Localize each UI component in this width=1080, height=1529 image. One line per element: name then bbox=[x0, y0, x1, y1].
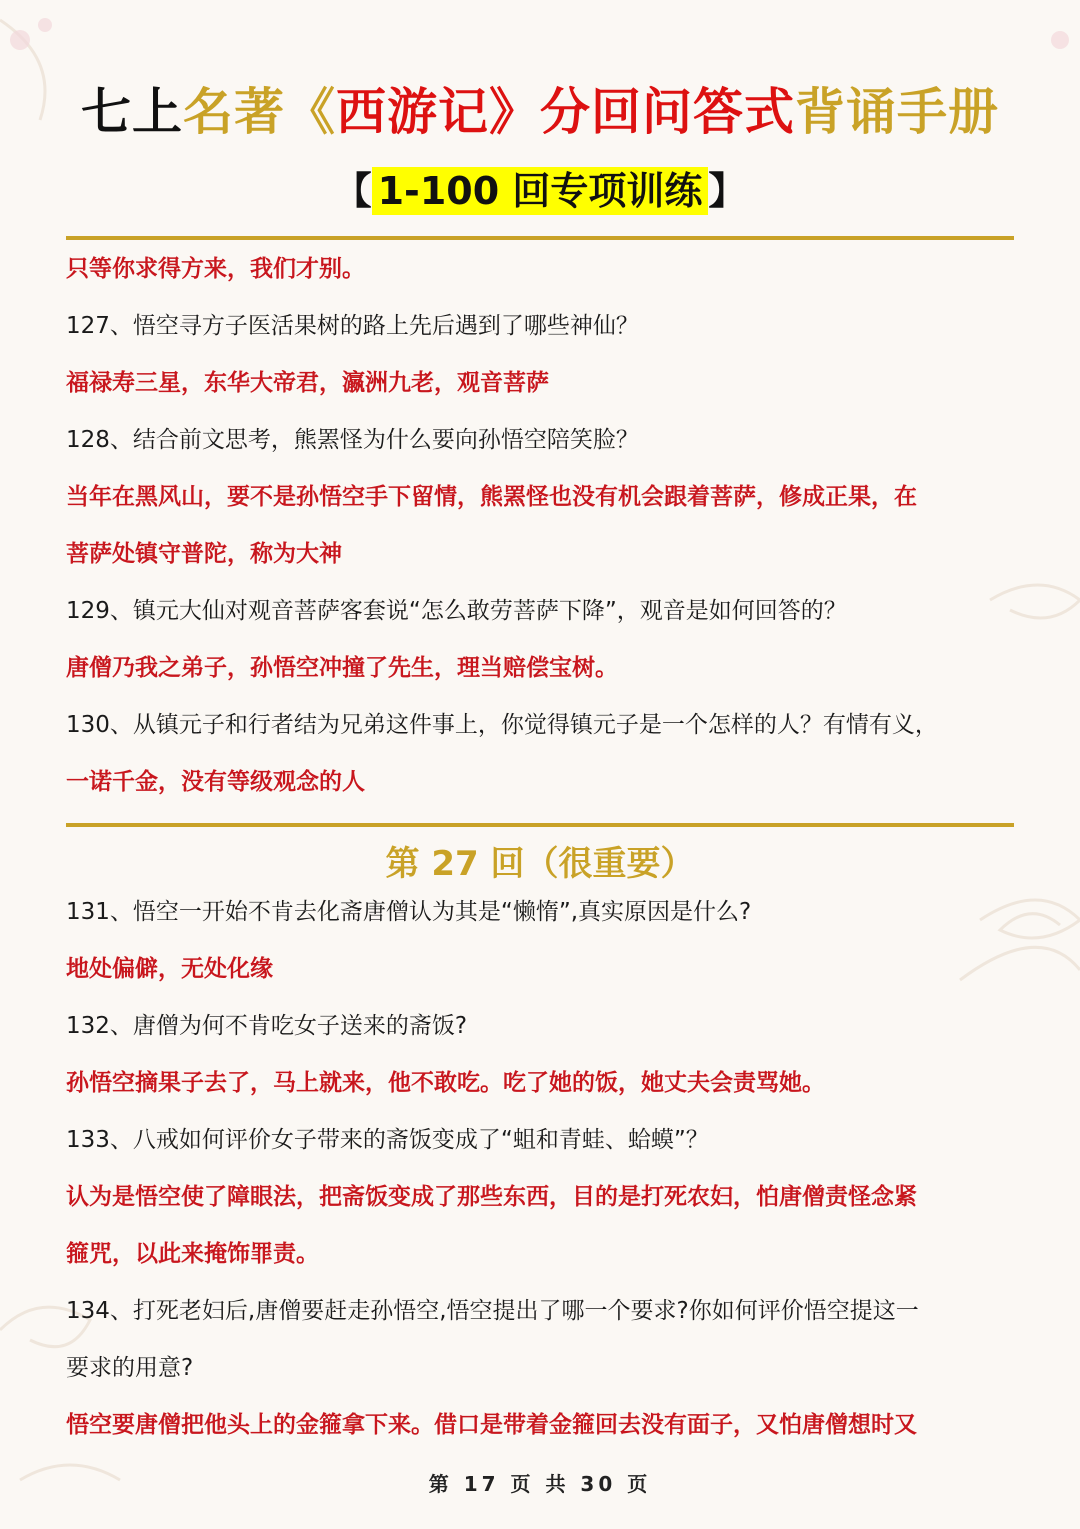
question-line bbox=[66, 1125, 1014, 1155]
page-subtitle bbox=[0, 160, 1080, 215]
section-divider bbox=[66, 823, 1014, 827]
answer-text: 福禄寿三星，东华大帝君，瀛洲九老，观音菩萨 bbox=[66, 370, 549, 398]
answer-line bbox=[66, 539, 1014, 569]
page-footer: 第 17 页 共 30 页 bbox=[428, 1472, 652, 1496]
answer-text: 箍咒，以此来掩饰罪责。 bbox=[66, 1241, 319, 1269]
question-text: 130、从镇元子和行者结为兄弟这件事上，你觉得镇元子是一个怎样的人？有情有义， bbox=[66, 712, 938, 738]
question-line bbox=[66, 1011, 1014, 1041]
question-line bbox=[66, 710, 1014, 740]
answer-text: 一诺千金，没有等级观念的人 bbox=[66, 769, 365, 797]
answer-line bbox=[66, 1410, 1014, 1440]
subtitle-open-bracket: 【 bbox=[333, 169, 372, 213]
title-part-3: 西游记 bbox=[336, 83, 489, 141]
answer-text: 悟空要唐僧把他头上的金箍拿下来。借口是带着金箍回去没有面子，又怕唐僧想时又 bbox=[66, 1412, 917, 1440]
question-line bbox=[66, 311, 1014, 341]
title-part-2: 名著《 bbox=[183, 83, 336, 141]
answer-text: 当年在黑风山，要不是孙悟空手下留情，熊罴怪也没有机会跟着菩萨，修成正果，在 bbox=[66, 484, 917, 512]
top-divider bbox=[66, 236, 1014, 240]
question-text: 132、唐僧为何不肯吃女子送来的斋饭? bbox=[66, 1013, 468, 1039]
question-line bbox=[66, 897, 1014, 927]
answer-text: 只等你求得方来，我们才别。 bbox=[66, 256, 365, 284]
question-line bbox=[66, 1353, 1014, 1383]
question-line bbox=[66, 1296, 1014, 1326]
subtitle-highlight: 1-100 回专项训练 bbox=[372, 167, 709, 215]
answer-line bbox=[66, 767, 1014, 797]
question-line bbox=[66, 425, 1014, 455]
answer-line bbox=[66, 1068, 1014, 1098]
page-title bbox=[0, 72, 1080, 144]
answer-line bbox=[66, 254, 1014, 284]
question-text: 134、打死老妇后,唐僧要赶走孙悟空,悟空提出了哪一个要求?你如何评价悟空提这一 bbox=[66, 1298, 919, 1324]
question-line bbox=[66, 596, 1014, 626]
answer-text: 认为是悟空使了障眼法，把斋饭变成了那些东西，目的是打死农妇，怕唐僧责怪念紧 bbox=[66, 1184, 917, 1212]
answer-line bbox=[66, 482, 1014, 512]
answer-line bbox=[66, 1182, 1014, 1212]
answer-text: 唐僧乃我之弟子，孙悟空冲撞了先生，理当赔偿宝树。 bbox=[66, 655, 618, 683]
title-part-5: 背诵手册 bbox=[795, 83, 999, 141]
question-text: 129、镇元大仙对观音菩萨客套说“怎么敢劳菩萨下降”，观音是如何回答的？ bbox=[66, 598, 847, 624]
answer-line bbox=[66, 954, 1014, 984]
question-text: 133、八戒如何评价女子带来的斋饭变成了“蛆和青蛙、蛤蟆”？ bbox=[66, 1127, 709, 1153]
answer-text: 菩萨处镇守普陀，称为大神 bbox=[66, 541, 342, 569]
question-text: 128、结合前文思考，熊罴怪为什么要向孙悟空陪笑脸？ bbox=[66, 427, 639, 453]
question-text: 127、悟空寻方子医活果树的路上先后遇到了哪些神仙？ bbox=[66, 313, 639, 339]
answer-line bbox=[66, 653, 1014, 683]
subtitle-close-bracket: 】 bbox=[708, 169, 747, 213]
section-title: 第 27 回（很重要） bbox=[385, 844, 695, 884]
answer-text: 孙悟空摘果子去了，马上就来，他不敢吃。吃了她的饭，她丈夫会责骂她。 bbox=[66, 1070, 825, 1098]
question-text: 要求的用意? bbox=[66, 1355, 194, 1381]
answer-text: 地处偏僻，无处化缘 bbox=[66, 956, 273, 984]
title-part-4: 》分回问答式 bbox=[489, 83, 795, 141]
question-text: 131、悟空一开始不肯去化斋唐僧认为其是“懒惰”,真实原因是什么? bbox=[66, 899, 752, 925]
answer-line bbox=[66, 368, 1014, 398]
title-part-1: 七上 bbox=[81, 83, 183, 141]
answer-line bbox=[66, 1239, 1014, 1269]
